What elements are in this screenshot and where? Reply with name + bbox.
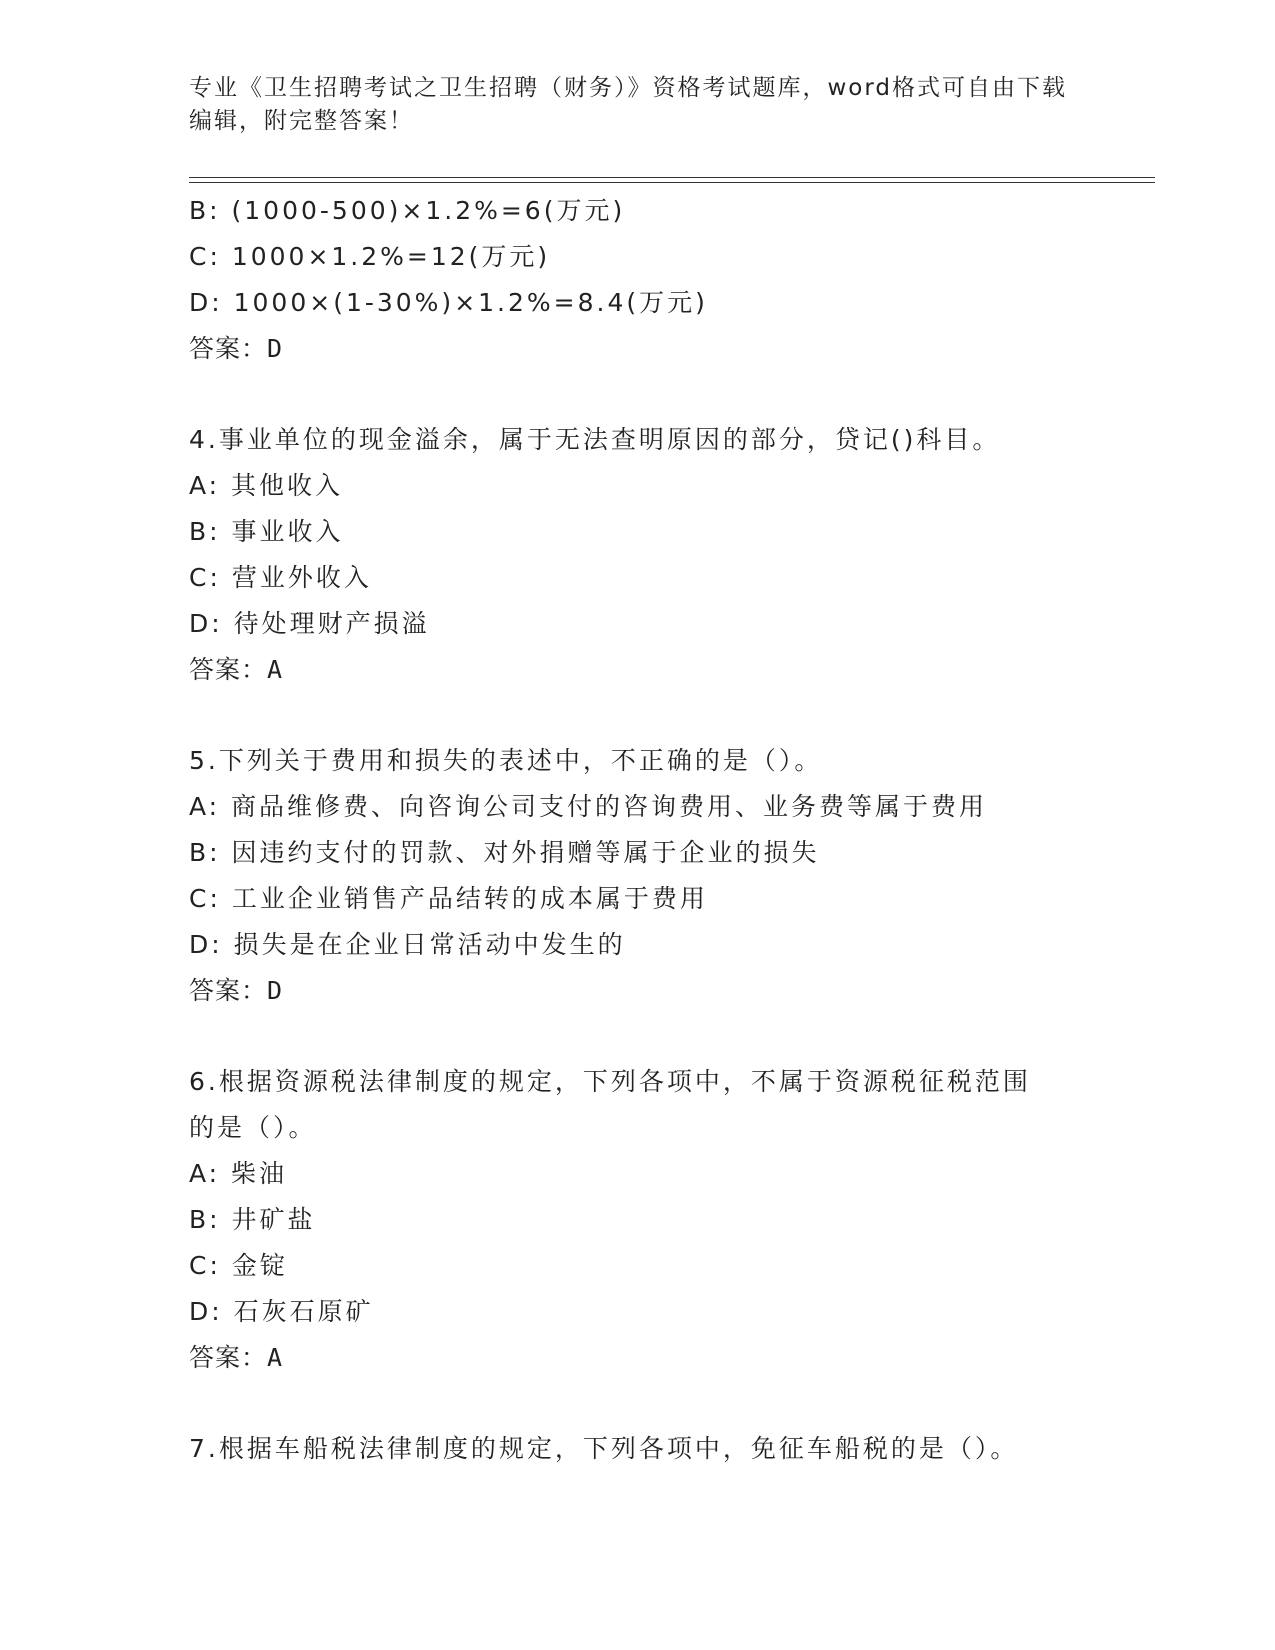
option-b: B: 事业收入 xyxy=(189,517,344,546)
answer-label: 答案： xyxy=(189,334,268,363)
document-header: 专业《卫生招聘考试之卫生招聘（财务）》资格考试题库，word格式可自由下载编辑，附完整答案！ xyxy=(189,75,1068,134)
option-c: C: 工业企业销售产品结转的成本属于费用 xyxy=(189,884,708,913)
option-d: D: 1000×(1-30%)×1.2%=8.4(万元) xyxy=(189,288,708,317)
option-c: C: 营业外收入 xyxy=(189,563,372,592)
question-6 xyxy=(189,1059,1149,1381)
option-c: C: 金锭 xyxy=(189,1251,288,1280)
header-divider-top xyxy=(189,177,1155,178)
question-3-continuation xyxy=(189,188,1149,372)
answer-label: 答案： xyxy=(189,655,268,684)
answer-line xyxy=(189,1335,1149,1381)
answer-line xyxy=(189,647,1149,693)
option-a: A: 其他收入 xyxy=(189,471,344,500)
option-d: D: 待处理财产损溢 xyxy=(189,609,430,638)
question-stem: 4.事业单位的现金溢余，属于无法查明原因的部分，贷记()科目。 xyxy=(189,425,1001,454)
answer-value: D xyxy=(267,334,283,363)
question-stem-continued: 的是（）。 xyxy=(189,1113,317,1142)
spacer xyxy=(189,1381,1149,1426)
option-b: B: (1000-500)×1.2%=6(万元) xyxy=(189,196,626,225)
answer-value: A xyxy=(267,1343,283,1372)
answer-label: 答案： xyxy=(189,976,268,1005)
question-stem: 6.根据资源税法律制度的规定，下列各项中，不属于资源税征税范围 xyxy=(189,1067,1031,1096)
answer-value: D xyxy=(267,976,283,1005)
option-b: B: 因违约支付的罚款、对外捐赠等属于企业的损失 xyxy=(189,838,820,867)
option-d: D: 损失是在企业日常活动中发生的 xyxy=(189,930,626,959)
question-5 xyxy=(189,738,1149,1014)
answer-line xyxy=(189,968,1149,1014)
question-content xyxy=(189,188,1149,1472)
header-divider-bottom xyxy=(189,182,1155,183)
option-c: C: 1000×1.2%=12(万元) xyxy=(189,242,551,271)
answer-label: 答案： xyxy=(189,1343,268,1372)
answer-value: A xyxy=(267,655,283,684)
spacer xyxy=(189,1014,1149,1059)
option-a: A: 柴油 xyxy=(189,1159,288,1188)
question-stem: 5.下列关于费用和损失的表述中，不正确的是（）。 xyxy=(189,746,823,775)
question-7 xyxy=(189,1426,1149,1472)
spacer xyxy=(189,693,1149,738)
option-a: A: 商品维修费、向咨询公司支付的咨询费用、业务费等属于费用 xyxy=(189,792,988,821)
answer-line xyxy=(189,326,1149,372)
option-b: B: 井矿盐 xyxy=(189,1205,316,1234)
question-4 xyxy=(189,417,1149,693)
question-stem: 7.根据车船税法律制度的规定，下列各项中，免征车船税的是（）。 xyxy=(189,1434,1019,1463)
spacer xyxy=(189,372,1149,417)
option-d: D: 石灰石原矿 xyxy=(189,1297,374,1326)
